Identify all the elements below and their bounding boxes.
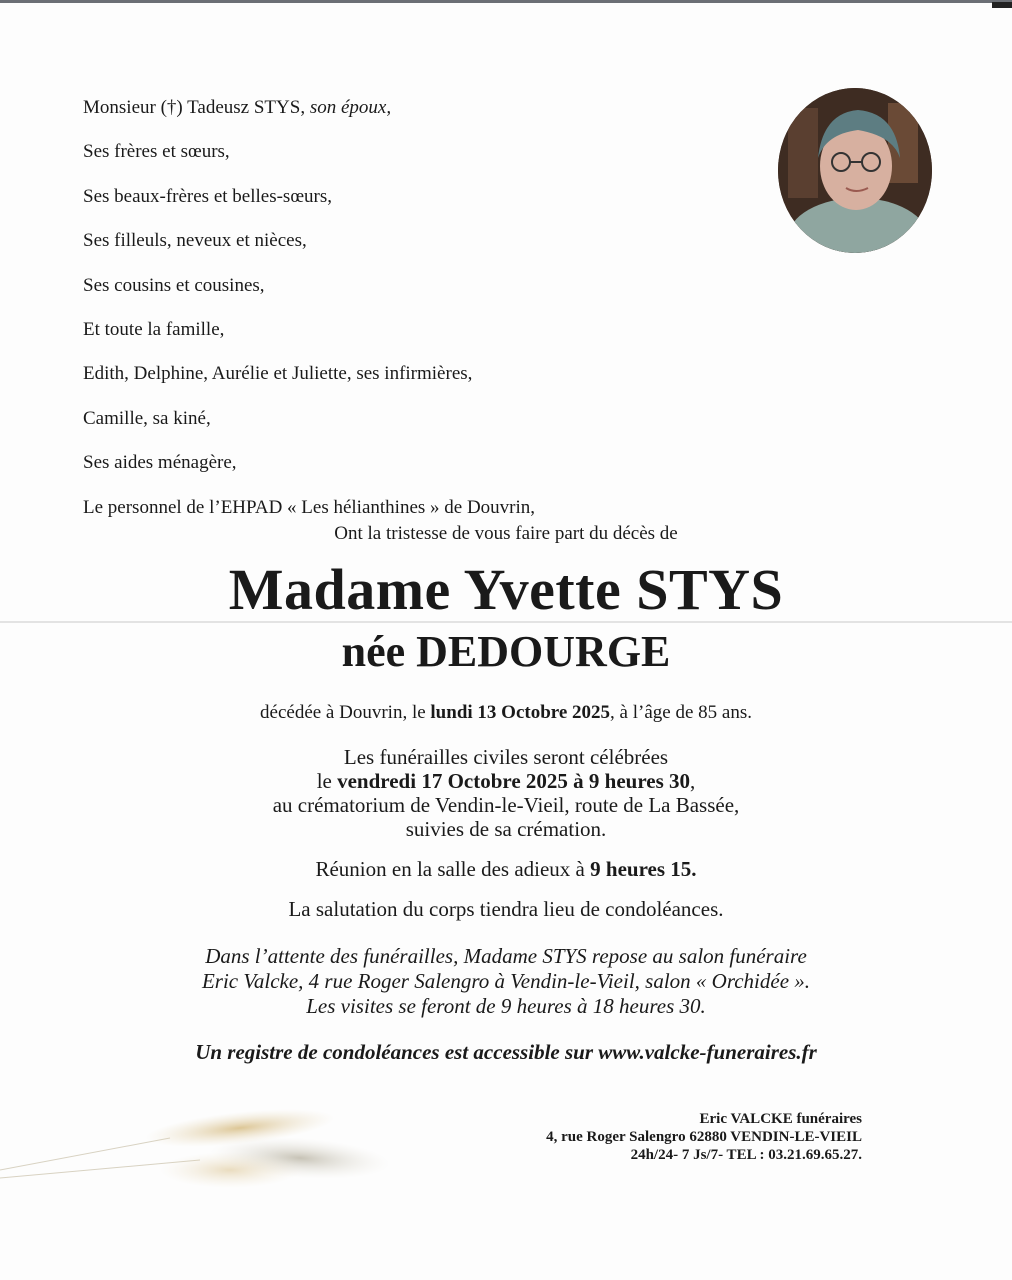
funeral-line: au crématorium de Vendin-le-Vieil, route de La Bassée,	[272, 793, 740, 817]
family-line: Ses frères et sœurs,	[83, 141, 230, 163]
company-name: Eric VALCKE funéraires	[699, 1111, 862, 1127]
funeral-line: le vendredi 17 Octobre 2025 à 9 heures 30,	[316, 769, 696, 793]
viewing-line: Les visites se feront de 9 heures à 18 heures 30.	[306, 994, 706, 1018]
viewing-line: Eric Valcke, 4 rue Roger Salengro à Vendin-le-Vieil, salon « Orchidée ».	[201, 969, 811, 993]
intro-text: Ont la tristesse de vous faire part du décès de	[334, 523, 678, 544]
maiden-name: née DEDOURGE	[341, 627, 671, 676]
family-list	[83, 86, 535, 530]
registry-notice: Un registre de condoléances est accessible sur www.valcke-funeraires.fr	[195, 1040, 817, 1064]
family-line: Ses beaux-frères et belles-sœurs,	[83, 185, 333, 207]
portrait-photo	[778, 88, 932, 253]
wheat-decoration-icon	[0, 1100, 420, 1210]
funeral-home-footer	[546, 1110, 862, 1164]
death-notice: décédée à Douvrin, le lundi 13 Octobre 2025, à l’âge de 85 ans.	[260, 702, 752, 723]
family-line: Ses cousins et cousines,	[83, 274, 265, 296]
family-line: Camille, sa kiné,	[83, 407, 211, 429]
reunion-text: Réunion en la salle des adieux à 9 heures 15.	[315, 857, 697, 881]
family-line: Ses filleuls, neveux et nièces,	[83, 230, 307, 252]
funeral-line: Les funérailles civiles seront célébrées	[343, 745, 669, 769]
family-line: Edith, Delphine, Aurélie et Juliette, ses infirmières,	[83, 363, 473, 385]
family-line: Et toute la famille,	[83, 319, 225, 341]
family-line: Le personnel de l’EHPAD « Les hélianthines » de Douvrin,	[83, 496, 536, 518]
viewing-details	[0, 944, 1012, 1019]
family-line: Ses aides ménagère,	[83, 452, 237, 474]
funeral-details	[0, 745, 1012, 841]
funeral-line: suivies de sa crémation.	[405, 817, 607, 841]
corner-mark	[992, 2, 1012, 8]
deceased-name: Madame Yvette STYS	[228, 557, 784, 622]
salutation-text: La salutation du corps tiendra lieu de condoléances.	[288, 897, 724, 921]
company-contact: 24h/24- 7 Js/7- TEL : 03.21.69.65.27.	[630, 1147, 862, 1163]
company-address: 4, rue Roger Salengro 62880 VENDIN-LE-VIEIL	[546, 1129, 862, 1145]
top-border	[0, 0, 1012, 3]
family-line: Monsieur (†) Tadeusz STYS, son époux,	[83, 97, 392, 118]
viewing-line: Dans l’attente des funérailles, Madame STYS repose au salon funéraire	[205, 944, 807, 968]
